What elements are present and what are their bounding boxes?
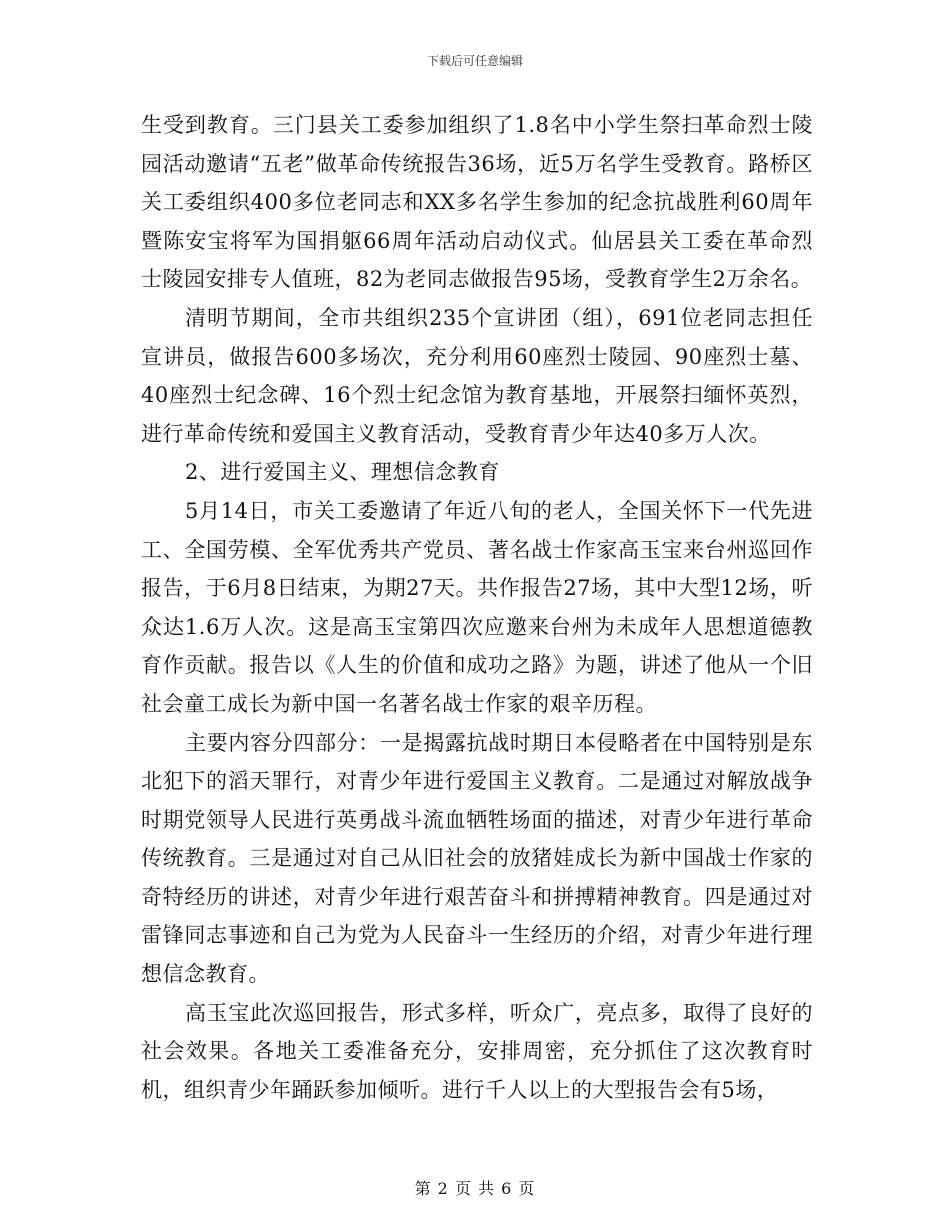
paragraph-3: 5月14日，市关工委邀请了年近八旬的老人，全国关怀下一代先进工、全国劳模、全军优秀共产党员、著名战士作家高玉宝来台州巡回作报告，于6月8日结束，为期27天。共作报告27场，其中大型12场，听众达1.6万人次。这是高玉宝第四次应邀来台州为未成年人思想道德教育作贡献。报告以《人生的价值和成功之路》为题，讲述了他从一个旧社会童工成长为新中国一名著名战士作家的艰辛历程。 xyxy=(141,498,813,716)
document-body xyxy=(141,106,813,1109)
paragraph-1: 生受到教育。三门县关工委参加组织了1.8名中小学生祭扫革命烈士陵园活动邀请“五老”做革命传统报告36场，近5万名学生受教育。路桥区关工委组织400多位老同志和XX多名学生参加的纪念抗战胜利60周年暨陈安宝将军为国捐躯66周年活动启动仪式。仙居县关工委在革命烈士陵园安排专人值班，82为老同志做报告95场，受教育学生2万余名。 xyxy=(141,113,813,292)
paragraph-2: 清明节期间，全市共组织235个宣讲团（组），691位老同志担任宣讲员，做报告600多场次，充分利用60座烈士陵园、90座烈士墓、40座烈士纪念碑、16个烈士纪念馆为教育基地，开展祭扫缅怀英烈，进行革命传统和爱国主义教育活动，受教育青少年达40多万人次。 xyxy=(141,305,813,446)
paragraph-4: 主要内容分四部分：一是揭露抗战时期日本侵略者在中国特别是东北犯下的滔天罪行，对青少年进行爱国主义教育。二是通过对解放战争时期党领导人民进行英勇战斗流血牺牲场面的描述，对青少年进行革命传统教育。三是通过对自己从旧社会的放猪娃成长为新中国战士作家的奇特经历的讲述，对青少年进行艰苦奋斗和拼搏精神教育。四是通过对雷锋同志事迹和自己为党为人民奋斗一生经历的介绍，对青少年进行理想信念教育。 xyxy=(141,730,813,987)
page-footer: 第 2 页 共 6 页 xyxy=(414,1179,536,1198)
section-heading: 2、进行爱国主义、理想信念教育 xyxy=(185,460,500,485)
paragraph-5: 高玉宝此次巡回报告，形式多样，听众广，亮点多，取得了良好的社会效果。各地关工委准备充分，安排周密，充分抓住了这次教育时机，组织青少年踊跃参加倾听。进行千人以上的大型报告会有5场， xyxy=(141,1000,813,1102)
page-header: 下载后可任意编辑 xyxy=(426,54,523,68)
